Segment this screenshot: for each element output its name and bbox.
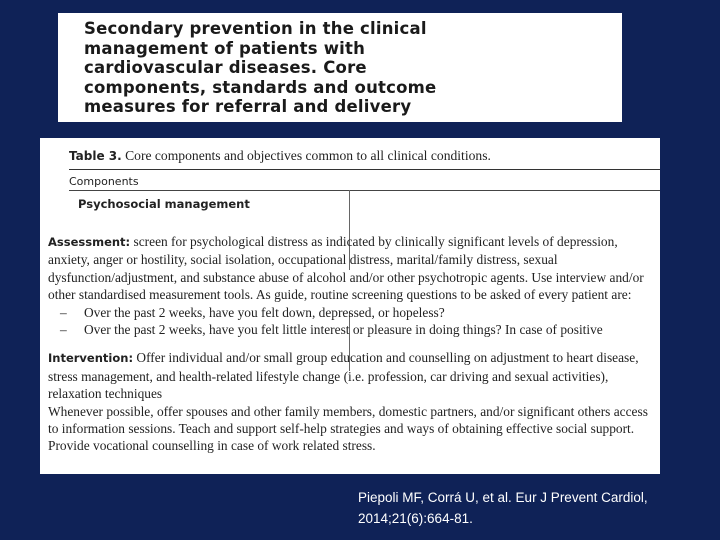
intervention-text: Offer individual and/or small group education and counselling on adjustment to heart disease, stress management, and health-related lifestyle change (i.e. profession, car driving and sexual activities), relaxation techniques [48,350,639,402]
title-line-2: management of patients with [84,38,366,58]
title-line-5: measures for referral and delivery [84,97,412,116]
intervention-paragraph [48,349,654,402]
article-title-box [58,13,622,122]
citation-line-2: 2014;21(6):664-81. [358,511,473,526]
citation [358,487,648,529]
list-item [48,304,654,321]
table-excerpt [40,138,660,474]
table-caption-label: Table 3. [69,149,122,163]
title-line-3: cardiovascular diseases. Core [84,58,367,77]
bullet-text-1: Over the past 2 weeks, have you felt down, depressed, or hopeless? [84,304,445,320]
table-top-rule [69,169,660,170]
section-heading: Psychosocial management [78,197,250,211]
intervention-label: Intervention: [48,351,134,366]
table-caption [69,148,491,164]
citation-line-1: Piepoli MF, Corrá U, et al. Eur J Prevent Cardiol, [358,490,648,505]
bullet-dash: – [60,322,67,338]
bullet-dash: – [60,304,67,320]
bullet-text-2: Over the past 2 weeks, have you felt little interest or pleasure in doing things? In case of positive [84,322,603,338]
article-title [84,19,436,117]
list-item [48,321,654,338]
table-header-rule [69,190,660,191]
assessment-text: screen for psychological distress as indicated by clinically significant levels of depression, anxiety, anger or hostility, social isolation, occupational distress, marital/family distress, sexual dysfunction/adjustment, and substance abuse of alcohol and/or other psychotropic agents. Use interview and/or other standardised measurement tools. As guide, routine screening questions to be asked of every patient are: [48,234,644,303]
title-line-4: components, standards and outcome [84,77,437,97]
whenever-paragraph: Whenever possible, offer spouses and other family members, domestic partners, and/or significant others access to information sessions. Teach and support self-help strategies and ways of obtaining effective social support. Provide vocational counselling in case of work related stress. [48,403,648,454]
column-header-components: Components [69,175,139,188]
assessment-label: Assessment: [48,235,131,249]
table-caption-text: Core components and objectives common to all clinical conditions. [125,148,491,163]
title-line-1: Secondary prevention in the clinical [84,19,427,38]
table-body-text [48,233,654,455]
assessment-paragraph [48,233,654,304]
